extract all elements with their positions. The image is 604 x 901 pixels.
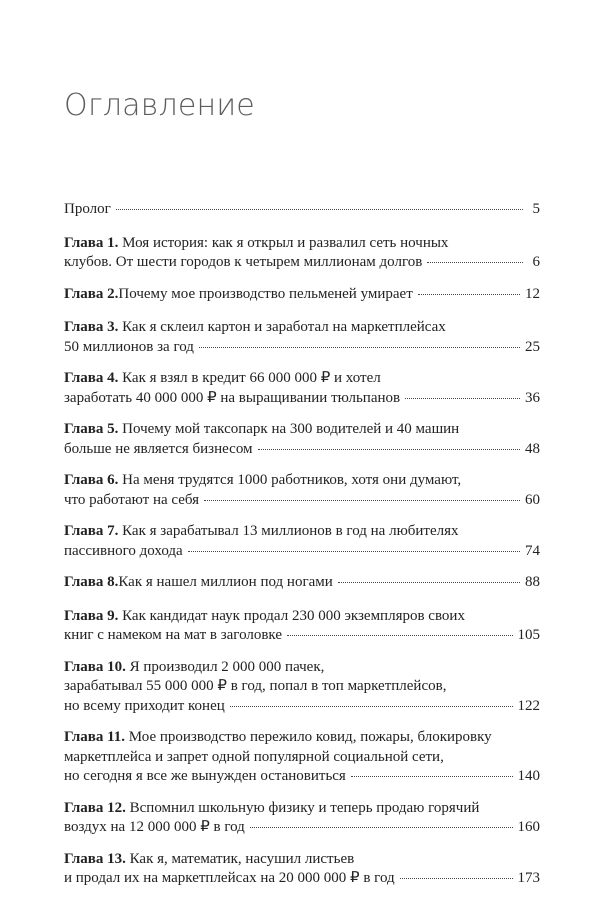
toc-entry-line: [64, 658, 540, 678]
chapter-title-text: 50 миллионов за год: [64, 338, 194, 355]
page-number: 105: [517, 627, 540, 643]
dot-leader: [427, 261, 523, 263]
page-number: 5: [532, 201, 540, 217]
toc-entry-line: [64, 728, 540, 748]
dot-leader: [258, 448, 520, 450]
toc-entry-line: [64, 369, 540, 389]
toc-entry-last-line: [64, 253, 540, 273]
dot-leader: [204, 499, 520, 501]
dot-leader: [338, 581, 520, 583]
toc-entry-line: [64, 799, 540, 819]
toc-entry[interactable]: [64, 658, 540, 717]
page-number: 25: [525, 338, 540, 355]
toc-entry-last-line: [64, 573, 540, 593]
toc-entry-line: [64, 471, 540, 491]
toc-entry[interactable]: [64, 573, 540, 593]
chapter-title-text: но всему приходит конец: [64, 697, 225, 714]
toc-entry-last-line: [64, 697, 540, 717]
toc-entry-last-line: [64, 338, 540, 358]
page-number: 74: [525, 542, 540, 559]
chapter-title-text: зарабатывал 55 000 000 ₽ в год, попал в топ маркетплейсов,: [64, 678, 447, 694]
page-number: 160: [517, 819, 540, 835]
page-number: 6: [532, 254, 540, 270]
page-number: 12: [525, 285, 540, 302]
chapter-title-text: Как кандидат наук продал 230 000 экземпляров своих: [122, 607, 465, 624]
page-title: Оглавление: [64, 88, 255, 123]
table-of-contents: [64, 200, 540, 901]
toc-entry[interactable]: [64, 234, 540, 273]
toc-entry[interactable]: [64, 420, 540, 459]
toc-entry[interactable]: [64, 607, 540, 646]
page-number: 88: [525, 574, 540, 590]
chapter-number: Глава 12.: [64, 799, 126, 816]
chapter-title-text: заработать 40 000 000 ₽ на выращивании тюльпанов: [64, 389, 401, 406]
dot-leader: [230, 705, 513, 707]
dot-leader: [188, 550, 520, 552]
dot-leader: [351, 775, 513, 777]
chapter-number: Глава 10.: [64, 658, 126, 675]
chapter-title-text: и продал их на маркетплейсах на 20 000 000 ₽ в год: [64, 870, 395, 886]
toc-entry-line: [64, 522, 540, 542]
chapter-number: Глава 8.: [64, 574, 119, 590]
toc-entry-last-line: [64, 542, 540, 562]
toc-entry-line: [64, 850, 540, 870]
dot-leader: [250, 826, 513, 828]
toc-entry[interactable]: [64, 850, 540, 889]
page-number: 36: [525, 389, 540, 406]
chapter-number: Глава 2.: [64, 285, 119, 302]
page-number: 122: [517, 697, 540, 714]
page-number: 173: [517, 870, 540, 886]
chapter-title-text: пассивного дохода: [64, 542, 183, 559]
chapter-title-text: но сегодня я все же вынужден остановиться: [64, 768, 346, 784]
dot-leader: [418, 293, 520, 295]
chapter-title-text: клубов. От шести городов к четырем миллионам долгов: [64, 254, 423, 270]
toc-entry-line: [64, 748, 540, 768]
toc-entry[interactable]: [64, 369, 540, 408]
toc-entry[interactable]: [64, 728, 540, 787]
toc-entry-last-line: [64, 285, 540, 305]
chapter-title-text: книг с намеком на мат в заголовке: [64, 627, 283, 643]
chapter-title-text: что работают на себя: [64, 491, 200, 508]
toc-entry[interactable]: [64, 200, 540, 220]
page-number: 48: [525, 440, 540, 457]
toc-entry[interactable]: [64, 285, 540, 305]
toc-entry[interactable]: [64, 318, 540, 357]
toc-entry-line: [64, 420, 540, 440]
page-number: 60: [525, 491, 540, 508]
toc-entry[interactable]: [64, 471, 540, 510]
chapter-number: Глава 13.: [64, 850, 126, 867]
chapter-title-text: Пролог: [64, 201, 111, 217]
chapter-title-text: Вспомнил школьную физику и теперь продаю горячий: [129, 799, 480, 816]
chapter-number: Глава 7.: [64, 523, 119, 539]
chapter-title-text: больше не является бизнесом: [64, 440, 253, 457]
chapter-number: Глава 4.: [64, 370, 119, 386]
chapter-title-text: Как я взял в кредит 66 000 000 ₽ и хотел: [122, 370, 381, 386]
toc-entry-last-line: [64, 818, 540, 838]
chapter-number: Глава 5.: [64, 421, 119, 437]
chapter-title-text: Почему мой таксопарк на 300 водителей и 40 машин: [122, 421, 460, 437]
toc-entry-line: [64, 607, 540, 627]
dot-leader: [116, 208, 523, 210]
toc-entry-last-line: [64, 491, 540, 511]
chapter-number: Глава 1.: [64, 234, 119, 251]
toc-entry-last-line: [64, 440, 540, 460]
toc-entry[interactable]: [64, 799, 540, 838]
chapter-number: Глава 9.: [64, 607, 119, 624]
chapter-title-text: Моя история: как я открыл и развалил сеть ночных: [122, 234, 449, 251]
page-number: 140: [517, 768, 540, 784]
chapter-title-text: Мое производство пережило ковид, пожары, блокировку: [128, 729, 492, 745]
toc-entry[interactable]: [64, 522, 540, 561]
chapter-title-text: На меня трудятся 1000 работников, хотя они думают,: [122, 472, 462, 488]
toc-entry-line: [64, 677, 540, 697]
toc-entry-last-line: [64, 869, 540, 889]
chapter-title-text: Как я, математик, насушил листьев: [129, 850, 355, 867]
chapter-title-text: Почему мое производство пельменей умирает: [118, 285, 413, 302]
chapter-title-text: Как я нашел миллион под ногами: [118, 574, 333, 590]
chapter-title-text: маркетплейса и запрет одной популярной социальной сети,: [64, 748, 444, 765]
chapter-number: Глава 3.: [64, 319, 119, 335]
toc-entry-last-line: [64, 626, 540, 646]
toc-entry-last-line: [64, 767, 540, 787]
chapter-title-text: Я производил 2 000 000 пачек,: [129, 658, 325, 675]
dot-leader: [405, 397, 520, 399]
chapter-number: Глава 6.: [64, 472, 119, 488]
dot-leader: [199, 346, 520, 348]
toc-entry-line: [64, 234, 540, 254]
toc-entry-line: [64, 318, 540, 338]
chapter-title-text: Как я склеил картон и заработал на маркетплейсах: [122, 319, 446, 335]
chapter-title-text: Как я зарабатывал 13 миллионов в год на любителях: [122, 523, 459, 539]
chapter-number: Глава 11.: [64, 729, 126, 745]
toc-entry-last-line: [64, 389, 540, 409]
dot-leader: [287, 634, 512, 636]
dot-leader: [400, 877, 513, 879]
toc-entry-last-line: [64, 200, 540, 220]
chapter-title-text: воздух на 12 000 000 ₽ в год: [64, 819, 245, 835]
